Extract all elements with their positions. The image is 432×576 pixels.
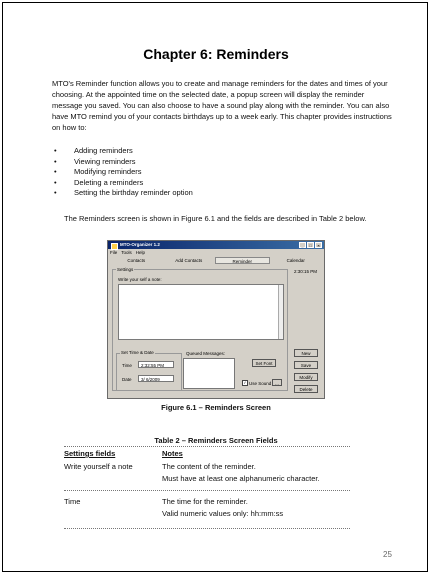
minimize-icon[interactable]: _ — [299, 242, 306, 248]
settings-label: Settings — [117, 267, 134, 272]
header-settings-fields: Settings fields — [64, 449, 116, 458]
checkbox-icon[interactable]: ✓ — [243, 380, 247, 385]
bullet-item: • Modifying reminders — [52, 167, 352, 178]
intro-paragraph: MTO's Reminder function allows you to create and manage reminders for the dates and times of your choosing. At the appointed time on the selected date, a popup screen will display the reminder message you saved. You can also choose to have a sound play along with the reminder. You can also have MTO remind you of your contacts birthdays up to a week early. This chapter provides instructions on how to: — [52, 79, 392, 132]
browse-sound-button[interactable]: ... — [272, 379, 282, 386]
maximize-icon[interactable]: □ — [307, 242, 314, 248]
table-rule — [64, 446, 350, 447]
set-font-button[interactable]: Set Font — [252, 359, 276, 367]
queued-label: Queued Messages: — [186, 351, 226, 356]
app-title: MTO-Organizer 1.2 — [120, 242, 160, 247]
queued-messages-list[interactable] — [183, 358, 235, 389]
figure-caption: Figure 6.1 – Reminders Screen — [161, 403, 271, 412]
menu-file[interactable]: File — [110, 250, 118, 255]
bullet-item: • Setting the birthday reminder option — [52, 188, 352, 199]
row2-field: Time — [64, 497, 81, 506]
time-date-label: Set Time & Date — [121, 350, 154, 355]
chapter-title: Chapter 6: Reminders — [143, 46, 289, 62]
app-menu-bar — [110, 250, 145, 255]
save-button[interactable]: Save — [294, 361, 318, 369]
app-tabs — [110, 257, 322, 264]
use-sound-label: Use Sound — [249, 380, 272, 386]
bullet-item: • Adding reminders — [52, 146, 352, 157]
clock-display: 2:30:15 PM — [294, 269, 318, 274]
figure-intro: The Reminders screen is shown in Figure 6.1 and the fields are described in Table 2 below. — [64, 214, 367, 223]
table-title: Table 2 – Reminders Screen Fields — [154, 436, 278, 445]
row1-note: Must have at least one alphanumeric character. — [162, 474, 320, 483]
app-title-bar — [108, 241, 324, 249]
row1-note: The content of the reminder. — [162, 462, 256, 471]
note-textarea[interactable] — [118, 284, 284, 340]
time-date-group — [116, 353, 182, 391]
tab-contacts[interactable]: Contacts — [127, 258, 146, 263]
table-rule — [64, 490, 350, 491]
bullet-list — [52, 146, 352, 199]
tab-add-contacts[interactable]: Add Contacts — [175, 258, 203, 263]
delete-button[interactable]: Delete — [294, 385, 318, 393]
time-label: Time — [122, 363, 132, 368]
bullet-item: • Viewing reminders — [52, 157, 352, 168]
time-input[interactable]: 2:32:55 PM — [138, 361, 174, 368]
note-scrollbar[interactable] — [278, 285, 283, 339]
date-label: Date — [122, 377, 132, 382]
note-label: Write your self a note: — [118, 277, 162, 282]
use-sound-checkbox[interactable] — [242, 380, 271, 386]
menu-help[interactable]: Help — [135, 250, 146, 255]
tab-reminder[interactable]: Reminder — [215, 257, 270, 264]
close-icon[interactable]: × — [315, 242, 322, 248]
date-picker[interactable]: 3/ 6/2009 — [138, 375, 174, 382]
app-icon — [111, 243, 118, 250]
bullet-item: • Deleting a reminders — [52, 178, 352, 189]
menu-tools[interactable]: Tools — [121, 250, 132, 255]
tab-calendar[interactable]: Calendar — [286, 258, 305, 263]
row2-note: The time for the reminder. — [162, 497, 248, 506]
row1-field: Write yourself a note — [64, 462, 133, 471]
table-rule — [64, 528, 350, 529]
modify-button[interactable]: Modify — [294, 373, 318, 381]
app-window-figure — [107, 240, 325, 399]
header-notes: Notes — [162, 449, 183, 458]
page-number: 25 — [383, 550, 392, 559]
row2-note: Valid numeric values only: hh:mm:ss — [162, 509, 284, 518]
new-button[interactable]: New — [294, 349, 318, 357]
